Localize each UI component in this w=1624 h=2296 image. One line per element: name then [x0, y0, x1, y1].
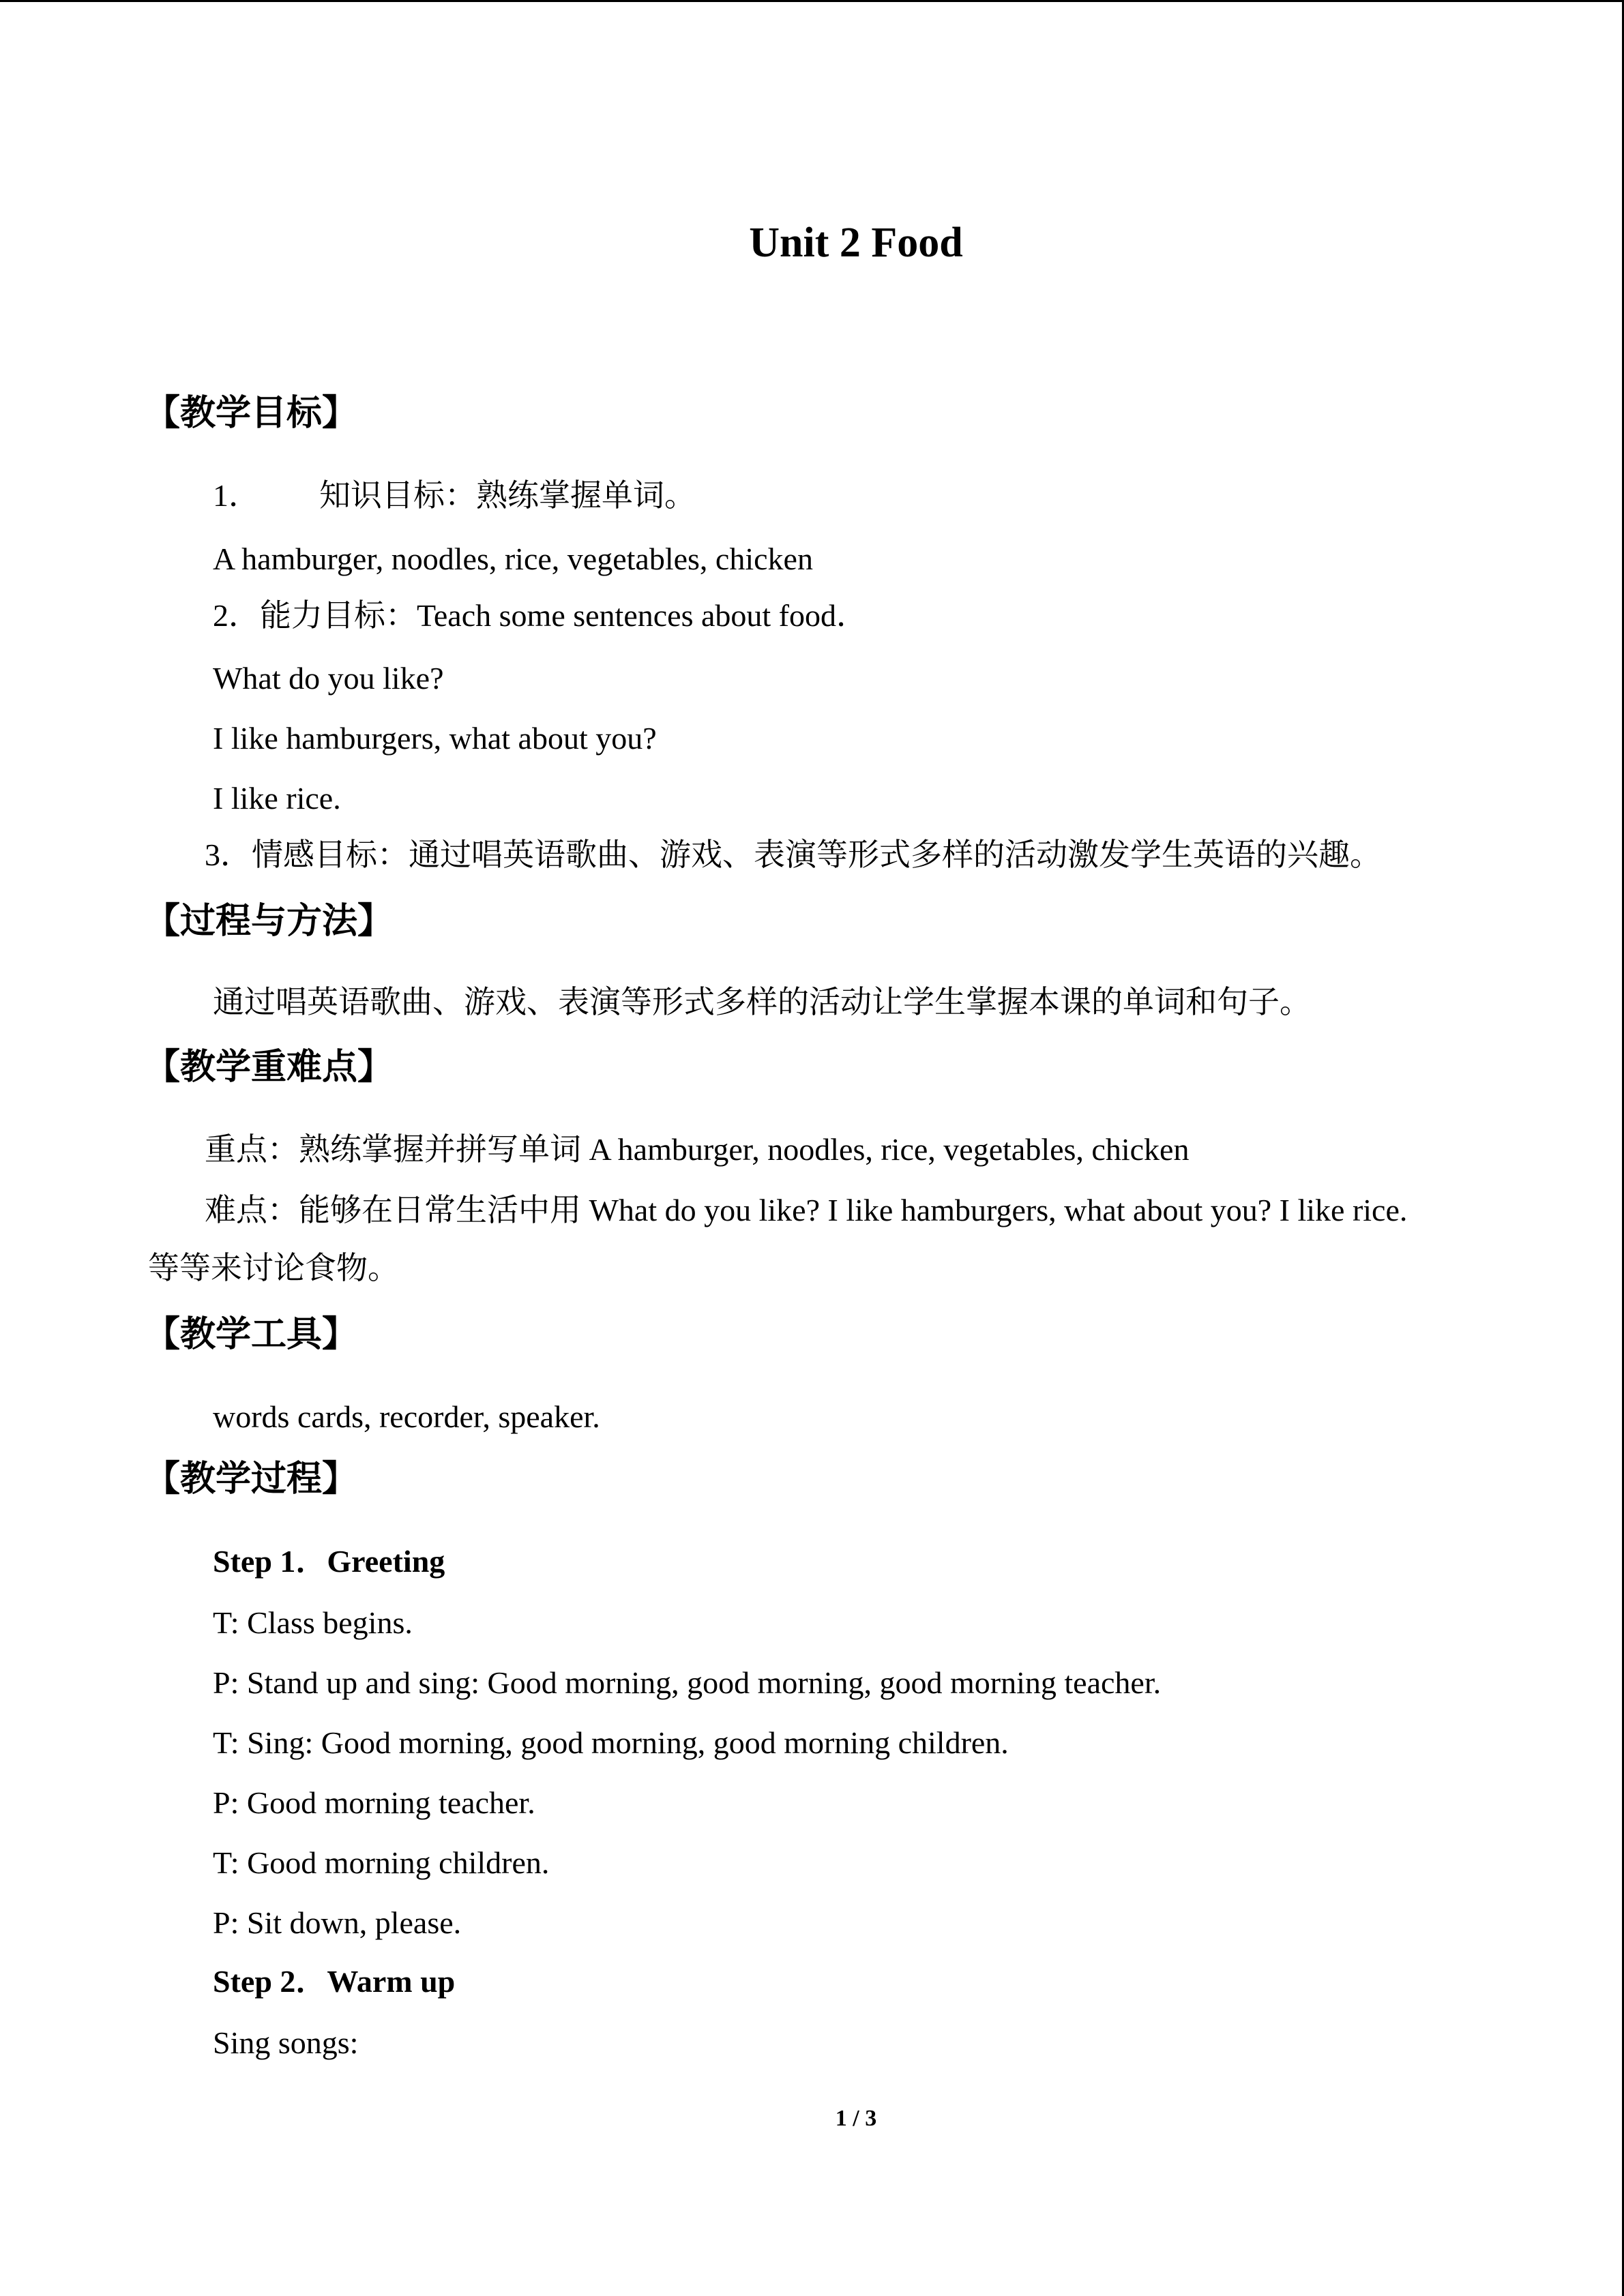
objective-2-sentence-2: I like hamburgers, what about you? [213, 721, 657, 756]
page-border-top [0, 0, 1624, 2]
difficult-point-continuation: 等等来讨论食物。 [148, 1251, 399, 1285]
key-points-heading: 【教学重难点】 [145, 1047, 394, 1088]
document-title: Unit 2 Food [749, 220, 963, 266]
tools-text: words cards, recorder, speaker. [213, 1399, 600, 1434]
key-point-text: 重点：熟练掌握并拼写单词 A hamburger, noodles, rice, vegetables, chicken [205, 1132, 1190, 1167]
objectives-heading: 【教学目标】 [145, 393, 358, 434]
step-1-line: P: Sit down, please. [213, 1905, 462, 1940]
step-1-line: P: Stand up and sing: Good morning, good morning, good morning teacher. [213, 1665, 1162, 1700]
process-method-text: 通过唱英语歌曲、游戏、表演等形式多样的活动让学生掌握本课的单词和句子。 [213, 985, 1311, 1019]
step-1-title: Step 1．Greeting [213, 1544, 445, 1579]
page-number: 1 / 3 [835, 2106, 877, 2131]
objective-1-words: A hamburger, noodles, rice, vegetables, chicken [213, 541, 813, 576]
tools-heading: 【教学工具】 [145, 1314, 358, 1355]
process-method-heading: 【过程与方法】 [145, 901, 394, 942]
step-2-line: Sing songs: [213, 2025, 359, 2060]
step-1-line: T: Sing: Good morning, good morning, good morning children. [213, 1725, 1009, 1760]
objective-1-number: 1． [213, 478, 260, 513]
step-1-line: P: Good morning teacher. [213, 1785, 535, 1820]
step-1-line: T: Class begins. [213, 1605, 413, 1640]
objective-3-text: 3．情感目标：通过唱英语歌曲、游戏、表演等形式多样的活动激发学生英语的兴趣。 [205, 837, 1381, 872]
objective-2-text: 2．能力目标：Teach some sentences about food． [213, 598, 868, 633]
procedure-heading: 【教学过程】 [145, 1459, 358, 1500]
step-2-title: Step 2．Warm up [213, 1964, 456, 1999]
difficult-point-text: 难点：能够在日常生活中用 What do you like? I like hamburgers, what about you? I like rice. [205, 1193, 1408, 1227]
objective-2-sentence-1: What do you like? [213, 661, 444, 696]
step-1-line: T: Good morning children. [213, 1845, 550, 1880]
objective-2-sentence-3: I like rice. [213, 781, 341, 816]
objective-1-text: 知识目标：熟练掌握单词。 [319, 478, 696, 513]
